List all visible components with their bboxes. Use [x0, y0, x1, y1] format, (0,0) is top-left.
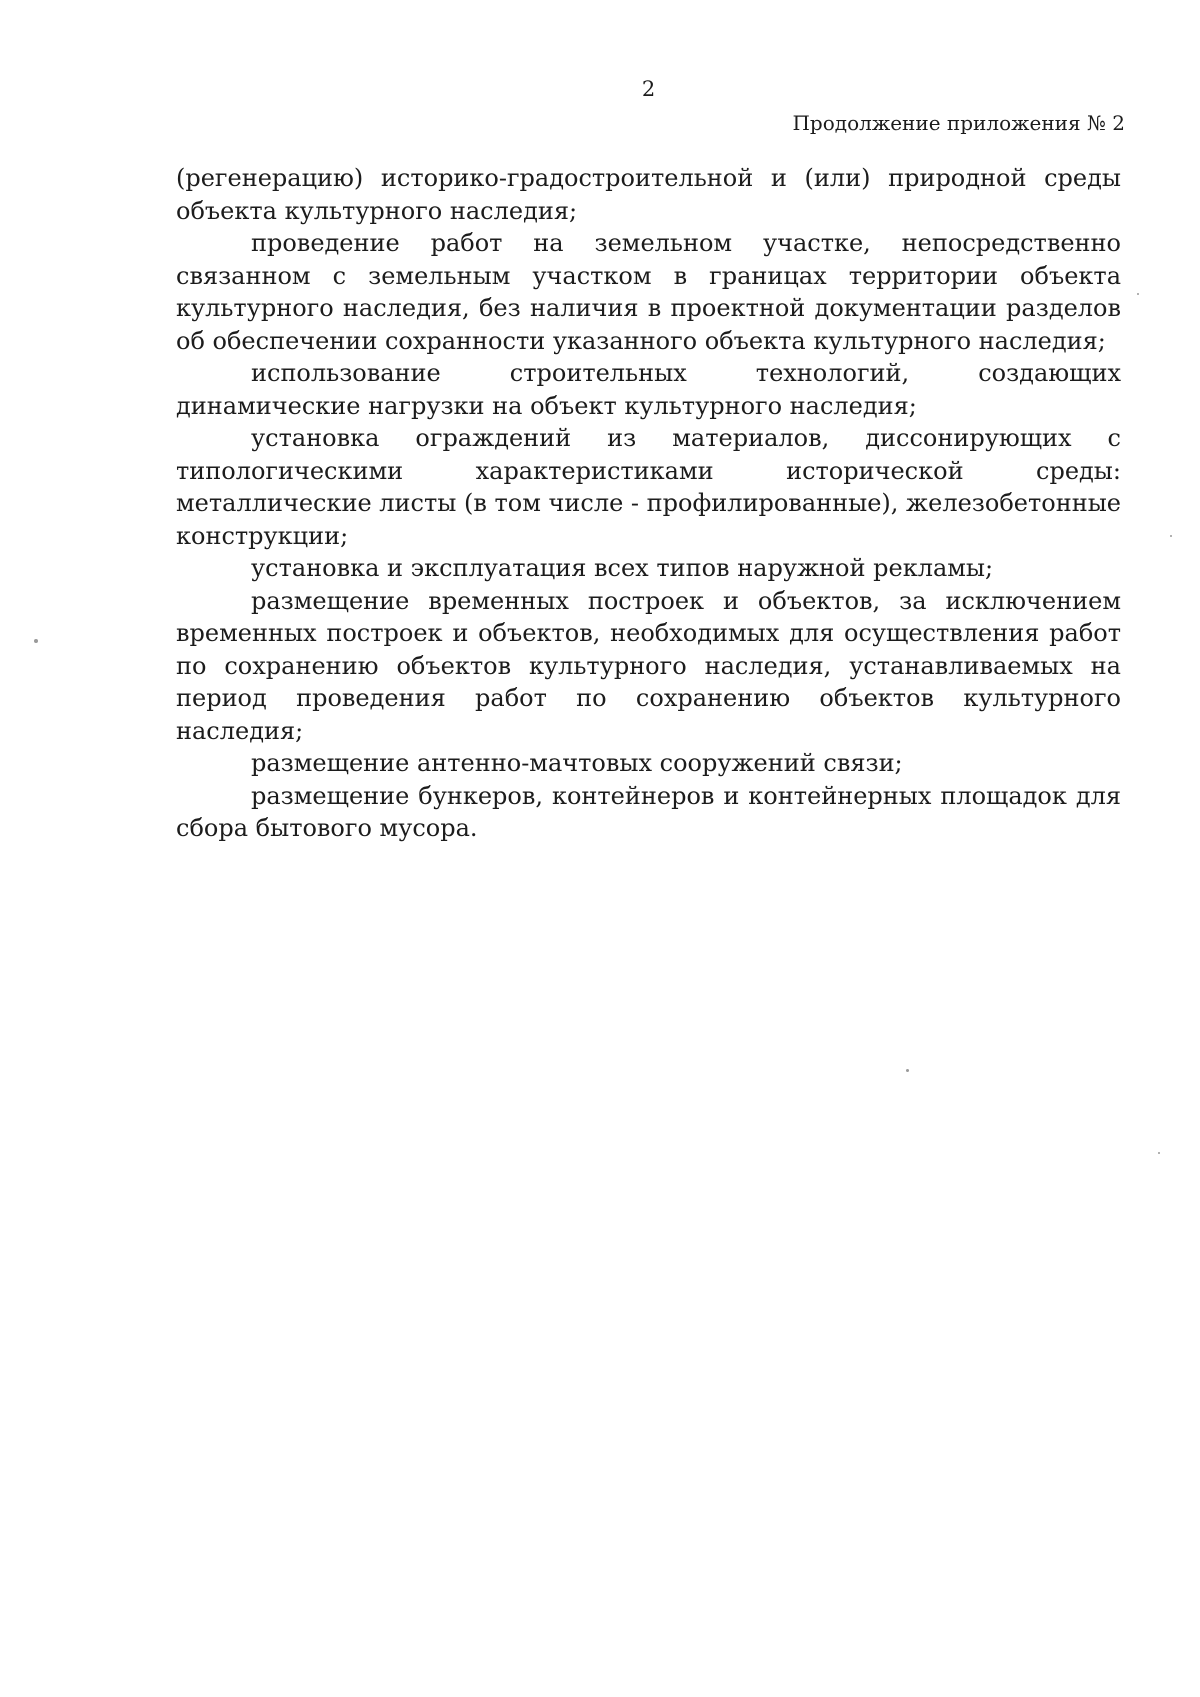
scan-speck	[34, 639, 38, 643]
paragraph-antenna-structures: размещение антенно-мачтовых сооружений связи;	[251, 749, 903, 777]
scan-speck	[1170, 535, 1172, 537]
appendix-continuation-note: Продолжение приложения № 2	[792, 111, 1125, 135]
document-body	[176, 162, 1121, 845]
scan-speck	[906, 1069, 909, 1072]
paragraph-temporary-buildings: размещение временных построек и объектов, за исключением временных построек и объектов, необходимых для осуществления работ по сохранению объектов культурного наследия, устанавливаемых на период проведения работ по сохранению объектов культурного наследия;	[176, 586, 1121, 745]
page-number: 2	[641, 77, 656, 101]
scan-speck	[1137, 293, 1139, 295]
paragraph-waste-containers: размещение бункеров, контейнеров и контейнерных площадок для сбора бытового мусора.	[176, 781, 1121, 842]
paragraph-continuation: (регенерацию) историко-градостроительной и (или) природной среды объекта культурного наследия;	[176, 164, 1121, 225]
scan-speck	[1158, 1152, 1160, 1154]
paragraph-advertising: установка и эксплуатация всех типов наружной рекламы;	[251, 554, 994, 582]
paragraph-land-works: проведение работ на земельном участке, непосредственно связанном с земельным участком в границах территории объекта культурного наследия, без наличия в проектной документации разделов об обеспечении сохранности указанного объекта культурного наследия;	[176, 229, 1121, 355]
paragraph-fences: установка ограждений из материалов, диссонирующих с типологическими характеристиками исторической среды: металлические листы (в том числе - профилированные), железобетонные конструкции;	[176, 424, 1121, 550]
paragraph-construction-technologies: использование строительных технологий, создающих динамические нагрузки на объект культурного наследия;	[176, 359, 1121, 420]
